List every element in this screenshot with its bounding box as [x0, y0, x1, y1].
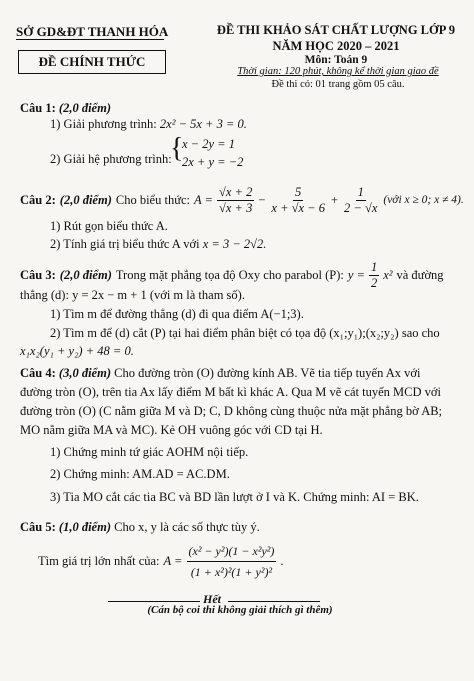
q3-part2: 2) Tìm m để (d) cắt (P) tại hai điểm phân biệt có tọa độ (x₁;y₁);(x₂;y₂) sao cho [50, 326, 440, 340]
q5-expression: Tìm giá trị lớn nhất của: A = $\frac{\text{(x² − y²)(1 − x²y²)}}{\text{(1 + x²)²(1 + y²)²}}$ . [38, 544, 284, 579]
q3-part2-equation: x₁x₂(y₁ + y₂) + 48 = 0. [20, 344, 134, 358]
q4-line4: MO nằm giữa MA và MC). Kẻ OH vuông góc với CD tại H. [20, 423, 323, 437]
q3-line2: thẳng (d): y = 2x − m + 1 (với m là tham số). [20, 288, 245, 302]
q4-part2: 2) Chứng minh: AM.AD = AC.DM. [50, 467, 230, 481]
q2-fraction-2: $\frac{5}{x + √x - 6}$ [271, 185, 325, 215]
official-box: ĐỀ CHÍNH THỨC [18, 50, 166, 74]
q2-part1: 1) Rút gọn biểu thức A. [50, 219, 168, 233]
exam-title: ĐỀ THI KHẢO SÁT CHẤT LƯỢNG LỚP 9 [216, 23, 456, 37]
q1-part2: 2) Giải hệ phương trình: [50, 152, 172, 166]
q4-part3: 3) Tia MO cắt các tia BC và BD lần lượt ở I và K. Chứng minh: AI = BK. [50, 490, 419, 504]
q4-line2: đường tròn (O), trên tia Ax lấy điểm M bất kì khác A. Qua M vẽ cát tuyến MCD với [20, 385, 441, 399]
school-year: NĂM HỌC 2020 – 2021 [272, 39, 400, 53]
time-note: Thời gian: 120 phút, không kể thời gian giao đề [237, 66, 439, 77]
end-rule-right [228, 601, 320, 602]
end-rule-left [108, 601, 200, 602]
q4-part1: 1) Chứng minh tứ giác AOHM nội tiếp. [50, 445, 249, 459]
q3-part1: 1) Tìm m để đường thẳng (d) đi qua điểm A(−1;3). [50, 307, 304, 321]
system-eq1: x − 2y = 1 [182, 137, 235, 151]
department-underline [16, 39, 164, 40]
q3-line1: Câu 3: (2,0 điểm) Trong mặt phẳng tọa độ Oxy cho parabol (P): y = $\frac{1}{2}$ x² và đường [20, 260, 444, 290]
system-brace: { [170, 133, 184, 164]
q2-heading: Câu 2: (2,0 điểm) Cho biểu thức: A = $\frac{√x + 2}{√x + 3}$ − $\frac{5}{x + √x - 6}$ + $\frac{1}{2 - √x}$ (với x ≥ 0; x ≠ 4). [20, 185, 464, 215]
pages-note: Đề thi có: 01 trang gồm 05 câu. [271, 79, 405, 90]
q5-heading: Câu 5: (1,0 điểm) Cho x, y là các số thực tùy ý. [20, 520, 260, 534]
footer-note: (Cán bộ coi thi không giải thích gì thêm) [147, 604, 333, 616]
q4-line1: Câu 4: (3,0 điểm) Cho đường tròn (O) đường kính AB. Vẽ tia tiếp tuyến Ax với [20, 366, 421, 380]
q1-part1: 1) Giải phương trình: 2x² − 5x + 3 = 0. [50, 117, 247, 131]
q2-fraction-3: $\frac{1}{2 - √x}$ [344, 185, 378, 215]
subject: Môn: Toán 9 [304, 54, 368, 66]
q1-heading: Câu 1: (2,0 điểm) [20, 101, 111, 115]
system-eq2: 2x + y = −2 [182, 155, 244, 169]
q2-fraction-1: $\frac{√x + 2}{√x + 3}$ [218, 185, 253, 215]
end-marker: Hết [203, 592, 221, 606]
q2-part2: 2) Tính giá trị biểu thức A với x = 3 − 2√2. [50, 237, 267, 251]
q5-fraction: $\frac{\text{(x² − y²)(1 − x²y²)}}{\text{(1 + x²)²(1 + y²)²}}$ [188, 544, 275, 579]
department-name: SỞ GD&ĐT THANH HÓA [16, 24, 169, 39]
q4-line3: đường tròn (O) (C nằm giữa M và D; C, D không cùng thuộc nửa mặt phẳng bờ AB; [20, 404, 443, 418]
